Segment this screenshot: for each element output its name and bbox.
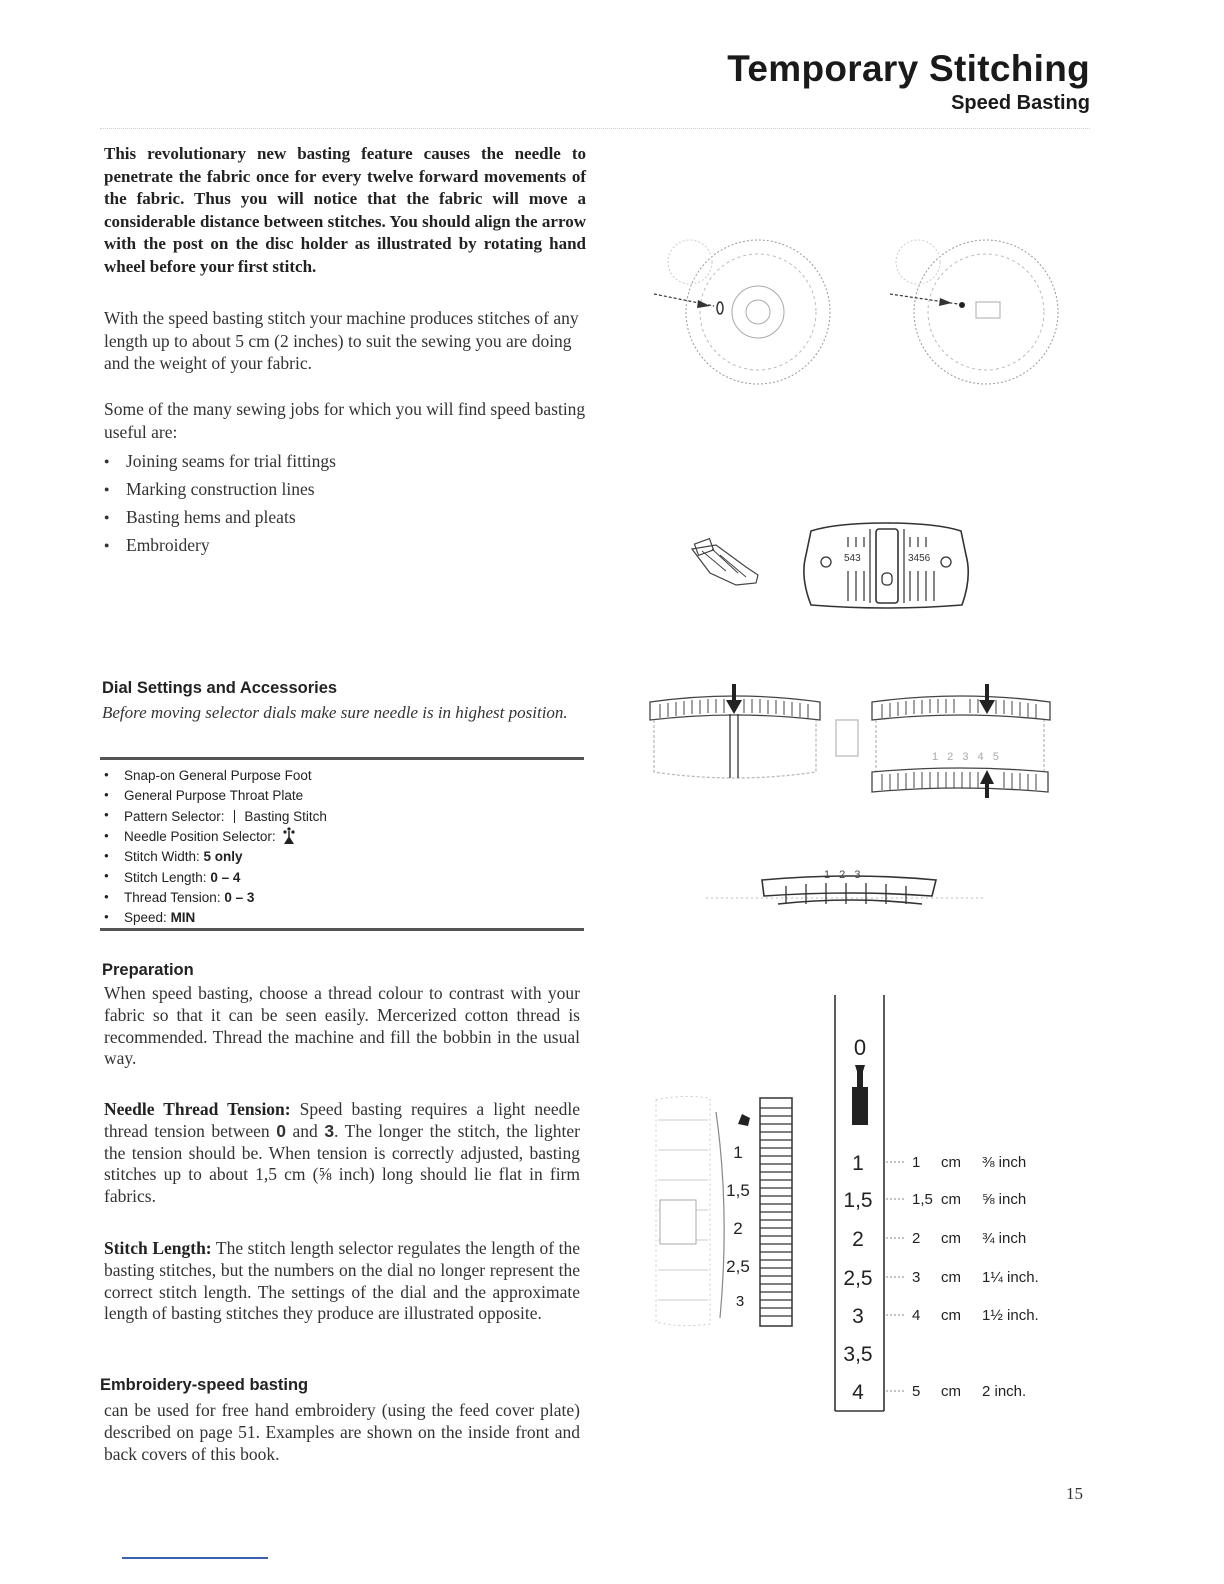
- chart-inch-value: 2 inch.: [982, 1383, 1027, 1400]
- selector-dials-illustration: [640, 680, 1060, 810]
- wheel-marker-icon: [738, 1114, 750, 1126]
- text: Speed basting requires a light needle thread tension between: [104, 1099, 580, 1141]
- embroidery-heading: Embroidery-speed basting: [100, 1376, 309, 1394]
- tension-high-value: 3: [324, 1120, 335, 1141]
- jobs-list: [104, 448, 336, 560]
- chart-cm-unit: cm: [941, 1269, 961, 1286]
- item-label: Stitch Width:: [124, 849, 200, 865]
- throat-plate-right-numbers: 3456: [908, 553, 931, 564]
- dial-settings-heading: Dial Settings and Accessories: [102, 679, 338, 697]
- item-label: Speed:: [124, 910, 167, 926]
- list-item: [104, 868, 327, 888]
- tension-dial-illustration: [706, 860, 996, 915]
- chart-rows: [843, 1152, 1038, 1404]
- needle-position-icon: [282, 827, 296, 845]
- needle-tension-lead: Needle Thread Tension:: [104, 1099, 291, 1119]
- list-item: ● Basting hems and pleats: [104, 504, 336, 532]
- chart-setting-label: 1,5: [843, 1189, 873, 1212]
- chart-inch-value: ¾ inch: [982, 1230, 1027, 1247]
- text: and: [285, 1120, 325, 1141]
- item-value: 0 – 4: [210, 869, 241, 885]
- needle-tension-paragraph: [104, 1099, 580, 1208]
- chart-pointer-arrow-icon: [852, 1065, 868, 1125]
- list-item: ● Embroidery: [104, 532, 336, 560]
- page-title: Temporary Stitching: [727, 48, 1090, 89]
- embroidery-text: can be used for free hand embroidery (using the feed cover plate) described on page 51. Examples are shown on the inside front and back covers of this book.: [104, 1400, 580, 1464]
- wheel-number: 2: [733, 1219, 743, 1238]
- item-label: Needle Position Selector:: [124, 828, 276, 844]
- throat-plate-icon: [804, 523, 968, 608]
- chart-inch-value: 1¼ inch.: [982, 1269, 1039, 1286]
- list-item: ● Joining seams for trial fittings: [104, 448, 336, 476]
- throat-plate-left-numbers: 543: [844, 553, 861, 564]
- foot-and-throat-plate-illustration: [686, 515, 986, 620]
- section-rule: [100, 928, 584, 931]
- list-item: ● Marking construction lines: [104, 476, 336, 504]
- paragraph-length-range: With the speed basting stitch your machine produces stitches of any length up to about 5 cm (2 inches) to suit the sewing you are doing and the weight of your fabric.: [104, 308, 579, 374]
- accessories-list: [104, 766, 327, 929]
- chart-inch-value: ⅝ inch: [982, 1191, 1027, 1208]
- list-item: [104, 847, 327, 867]
- chart-zero-label: 0: [853, 1035, 867, 1060]
- chart-cm-value: 2: [912, 1230, 921, 1247]
- list-item: [104, 888, 327, 908]
- tension-dial-numbers: 1 2 3: [824, 869, 864, 881]
- chart-cm-value: 1,5: [912, 1191, 933, 1208]
- section-rule: [100, 757, 584, 760]
- intro-paragraph: This revolutionary new basting feature causes the needle to penetrate the fabric once for every twelve forward movements of the fabric. Thus you will notice that the fabric will move a considerable distance between stitches. You should align the arrow with the post on the disc holder as illustrated by rotating hand wheel before your first stitch.: [104, 144, 586, 276]
- item-value: MIN: [170, 910, 196, 926]
- chart-inch-value: 1½ inch.: [982, 1307, 1039, 1324]
- page-subtitle: Speed Basting: [951, 92, 1090, 114]
- item-label: Stitch Length:: [124, 869, 207, 885]
- preparation-heading: Preparation: [102, 961, 194, 979]
- text: The stitch length selector regulates the length of the basting stitches, but the numbers on the dial no longer represent the correct stitch length. The settings of the dial and the approximate length of basting stitches they produce are illustrated opposite.: [104, 1238, 581, 1324]
- item-value: Basting Stitch: [244, 808, 327, 824]
- chart-cm-value: 5: [912, 1383, 921, 1400]
- stitch-length-paragraph: [104, 1238, 580, 1325]
- width-dial-numbers: 1 2 3 4 5: [932, 751, 1002, 763]
- chart-setting-label: 2: [852, 1228, 864, 1251]
- chart-setting-label: 4: [852, 1381, 864, 1404]
- list-item: [104, 807, 327, 827]
- page-number: 15: [1066, 1484, 1083, 1503]
- stitch-length-chart: [830, 995, 1060, 1415]
- wheel-number: 2,5: [726, 1257, 750, 1276]
- wheel-number: 3: [735, 1293, 745, 1310]
- item-value: 5 only: [203, 849, 243, 865]
- disc-holder-illustration: [640, 230, 1080, 410]
- item-label: Thread Tension:: [124, 889, 221, 905]
- dial-settings-note: Before moving selector dials make sure needle is in highest position.: [102, 703, 568, 722]
- list-item: [104, 766, 327, 786]
- header-divider: [100, 128, 1090, 129]
- chart-setting-label: 2,5: [843, 1267, 873, 1290]
- chart-setting-label: 3,5: [843, 1343, 873, 1366]
- stitch-length-lead: Stitch Length:: [104, 1238, 212, 1258]
- item-label: Snap-on General Purpose Foot: [124, 768, 312, 783]
- presser-foot-icon: [692, 539, 758, 585]
- chart-cm-value: 1: [912, 1154, 921, 1171]
- stitch-length-wheel-illustration: [650, 1090, 800, 1330]
- chart-cm-value: 4: [912, 1307, 921, 1324]
- bottom-rule: [122, 1557, 268, 1559]
- paragraph-jobs-intro: Some of the many sewing jobs for which you will find speed basting useful are:: [104, 399, 586, 442]
- chart-cm-unit: cm: [941, 1191, 961, 1208]
- list-item: [104, 827, 327, 847]
- straight-stitch-icon: [234, 810, 235, 823]
- text: . The longer the stitch, the lighter the tension should be. When tension is correctly adjusted, basting stitches up to about 1,5 cm (⅝ inch) long should lie flat in firm fabrics.: [104, 1120, 581, 1207]
- chart-cm-value: 3: [912, 1269, 921, 1286]
- alignment-arrow-icon: [654, 294, 965, 314]
- chart-inch-value: ⅜ inch: [982, 1154, 1027, 1171]
- item-value: 0 – 3: [224, 889, 255, 905]
- wheel-number: 1: [733, 1143, 743, 1162]
- preparation-text: When speed basting, choose a thread colour to contrast with your fabric so that it can be seen easily. Mercerized cotton thread is recommended. Thread the machine and fill the bobbin in the usual way.: [104, 983, 580, 1069]
- item-label: General Purpose Throat Plate: [124, 788, 304, 804]
- chart-setting-label: 3: [852, 1305, 864, 1328]
- chart-cm-unit: cm: [941, 1230, 961, 1247]
- chart-cm-unit: cm: [941, 1383, 961, 1400]
- list-item: [104, 786, 327, 806]
- item-label: Pattern Selector:: [124, 808, 225, 824]
- chart-cm-unit: cm: [941, 1154, 961, 1171]
- tension-low-value: 0: [276, 1120, 286, 1141]
- chart-cm-unit: cm: [941, 1307, 961, 1324]
- list-item: [104, 908, 327, 928]
- chart-setting-label: 1: [852, 1152, 864, 1175]
- wheel-number: 1,5: [726, 1181, 750, 1200]
